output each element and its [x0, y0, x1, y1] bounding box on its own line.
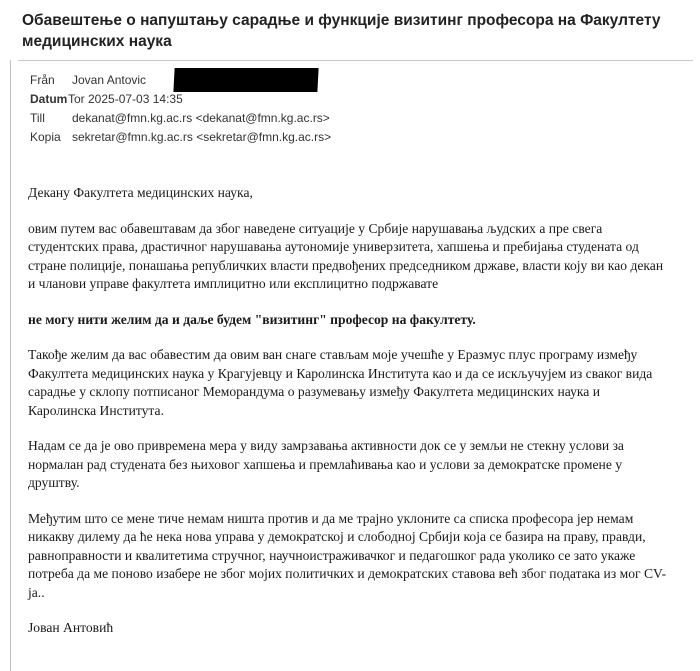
greeting: Декану Факултета медицинских наука, [28, 185, 253, 200]
body-paragraph-bold: не могу нити желим да и даље будем "визитинг" професор на факултету. [28, 311, 476, 327]
email-subject: Обавештење о напуштању сарадње и функције визитинг професора на Факултету медицинских наука [22, 12, 661, 50]
window-left-border [10, 60, 11, 671]
redaction-bar [173, 68, 318, 92]
body-paragraph-4: Међутим што се мене тиче немам ништа против и да ме трајно уклоните са списка професора јер немам никакву дилему да ће нека нова управа у демократској и слободној Србији која се базира на праву, правди, равноправности и квалитетима стручног, научноистраживачког и педагошког рада уколико се зато укаже потреба да ме поново изабере не због мојих политичких и демократских ставова већ због података из мог CV-ja.. [28, 510, 667, 600]
to-label: Till [30, 111, 45, 125]
cc-label: Kopia [30, 130, 61, 144]
signature: Јован Антовић [28, 620, 114, 635]
recipient-address[interactable]: dekanat@fmn.kg.ac.rs <dekanat@fmn.kg.ac.rs> [72, 111, 330, 125]
sender-name[interactable]: Jovan Antovic [72, 73, 147, 87]
header-divider [18, 60, 693, 61]
cc-address[interactable]: sekretar@fmn.kg.ac.rs <sekretar@fmn.kg.ac.rs> [72, 130, 332, 144]
body-paragraph-2: Такође желим да вас обавестим да овим ван снаге стављам моје учешће у Еразмус плус програму између Факултета медицинских наука у Крагујевцу и Каролинска Института као и да се искључујем из сваког вида сарадње у склопу потписаног Меморандума о разумевању између Факултета медицинских наука и Каролинска Института. [28, 347, 653, 418]
from-label: Från [30, 73, 55, 87]
email-body [28, 184, 668, 638]
body-paragraph-1: овим путем вас обавештавам да због наведене ситуације у Србије нарушавања људских а пре свега студентских права, драстичног нарушавања аутономије универзитета, хапшења и пребијања студената од стране полиције, понашања републичких власти предвођених председником државе, власти коју ви као декан и чланови управе факултета имплицитно или експлицитно подржавате [28, 220, 664, 291]
body-paragraph-3: Надам се да је ово привремена мера у виду замрзавања активности док се у земљи не стекну услови за нормалан рад студената без њиховог хапшења и премлаћивања као и услови за демократске промене у друштву. [28, 438, 624, 490]
date-label: Datum [30, 92, 68, 106]
date-value: Tor 2025-07-03 14:35 [68, 92, 183, 106]
